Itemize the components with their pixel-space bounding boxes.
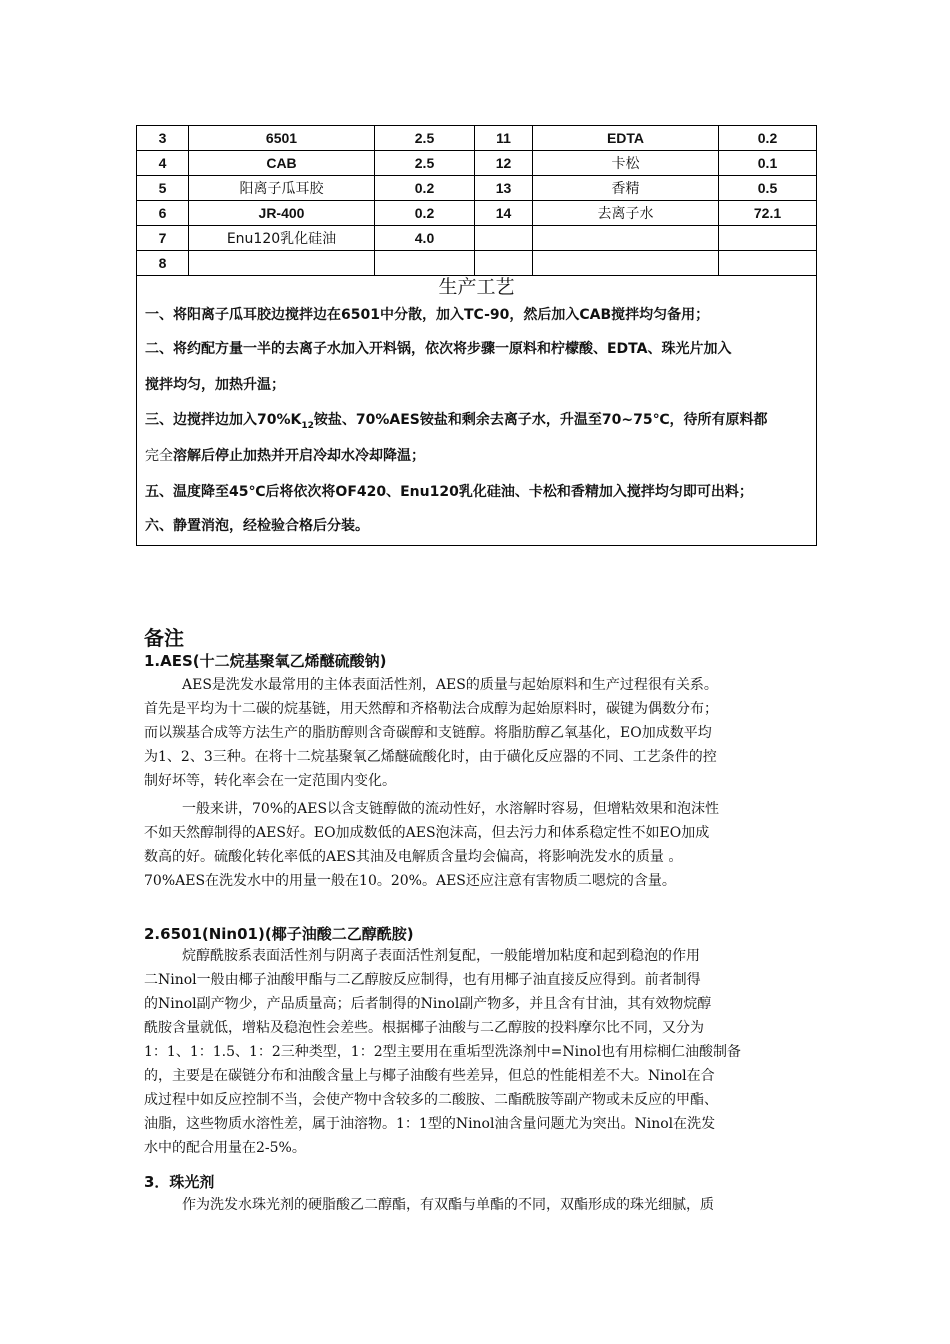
text-line: 首先是平均为十二碳的烷基链，用天然醇和齐格勒法合成醇为起始原料时，碳键为偶数分布； (144, 701, 718, 717)
cell-amount (719, 226, 817, 251)
cell-no: 5 (137, 176, 189, 201)
cell-amount: 4.0 (375, 226, 475, 251)
notes-heading: 备注 (144, 626, 184, 650)
table-row (137, 251, 817, 276)
text-line: 二Ninol一般由椰子油酸甲酯与二乙醇胺反应制得，也有用椰子油直接反应得到。前者制得 (144, 972, 701, 988)
cell-no: 7 (137, 226, 189, 251)
cell-no: 12 (475, 151, 533, 176)
process-step-3-text-c: 完全 (145, 448, 173, 464)
text-line: 水中的配合用量在2-5%。 (144, 1140, 306, 1156)
cell-ingredient: 卡松 (533, 151, 719, 176)
process-step-3-line-1 (137, 406, 768, 440)
cell-no: 8 (137, 251, 189, 276)
cell-ingredient: 阳离子瓜耳胶 (189, 176, 375, 201)
text-line: 制好坏等，转化率会在一定范围内变化。 (144, 773, 396, 789)
section-1-title: 1.AES(十二烷基聚氧乙烯醚硫酸钠) (144, 652, 387, 670)
text-line: 70%AES在洗发水中的用量一般在10。20%。AES还应注意有害物质二嗯烷的含量。 (144, 873, 676, 889)
cell-no: 4 (137, 151, 189, 176)
process-step-3-text-a: 三、边搅拌边加入70%K (145, 412, 302, 428)
cell-no: 13 (475, 176, 533, 201)
cell-no: 6 (137, 201, 189, 226)
process-step-3-text-b: 铵盐、70%AES铵盐和剩余去离子水，升温至70~75℃，待所有原料都 (313, 412, 768, 428)
table-row (137, 126, 817, 151)
text-line: 烷醇酰胺系表面活性剂与阴离子表面活性剂复配，一般能增加粘度和起到稳泡的作用 (182, 948, 700, 964)
process-step-2-line-2: 搅拌均匀，加热升温； (145, 377, 285, 393)
text-line: 的Ninol副产物少，产品质量高；后者制得的Ninol副产物多，并且含有甘油，其有效物烷醇 (144, 996, 712, 1012)
text-line: 作为洗发水珠光剂的硬脂酸乙二醇酯，有双酯与单酯的不同，双酯形成的珠光细腻，质 (182, 1197, 714, 1213)
text-line: 不如天然醇制得的AES好。EO加成数低的AES泡沫高，但去污力和体系稳定性不如EO加成 (144, 825, 710, 841)
process-title: 生产工艺 (438, 276, 515, 298)
cell-ingredient: 香精 (533, 176, 719, 201)
text-line: AES是洗发水最常用的主体表面活性剂，AES的质量与起始原料和生产过程很有关系。 (182, 677, 718, 693)
table-row (137, 151, 817, 176)
cell-ingredient: EDTA (533, 126, 719, 151)
text-line: 1：1、1：1.5、1：2三种类型，1：2型主要用在重垢型洗涤剂中=Ninol也有用棕榈仁油酸制备 (144, 1044, 741, 1060)
text-line: 而以羰基合成等方法生产的脂肪醇则含奇碳醇和支链醇。将脂肪醇乙氧基化，EO加成数平均 (144, 725, 712, 741)
cell-amount: 0.2 (375, 201, 475, 226)
cell-no: 14 (475, 201, 533, 226)
section-2-title: 2.6501(Nin01)(椰子油酸二乙醇酰胺) (144, 925, 414, 943)
section-3-paragraph-1 (144, 1193, 814, 1217)
text-line: 酰胺含量就低，增粘及稳泡性会差些。根据椰子油酸与二乙醇胺的投料摩尔比不同，又分为 (144, 1020, 704, 1036)
formula-table (136, 125, 817, 546)
text-line: 油脂，这些物质水溶性差，属于油溶物。1：1型的Ninol油含量问题尤为突出。Ninol在洗发 (144, 1116, 716, 1132)
table-row (137, 201, 817, 226)
cell-no (475, 226, 533, 251)
formula-table-body (137, 126, 817, 546)
section-1-paragraph-1 (144, 673, 814, 793)
cell-amount: 2.5 (375, 126, 475, 151)
process-step-6: 六、静置消泡，经检验合格后分装。 (145, 518, 369, 534)
cell-ingredient: CAB (189, 151, 375, 176)
section-2-paragraph-1 (144, 944, 814, 1160)
cell-ingredient: Enu120乳化硅油 (189, 226, 375, 251)
cell-ingredient (189, 251, 375, 276)
cell-amount: 72.1 (719, 201, 817, 226)
process-step-2-line-1: 二、将约配方量一半的去离子水加入开料锅，依次将步骤一原料和柠檬酸、EDTA、珠光片加入 (145, 341, 732, 357)
cell-amount: 0.1 (719, 151, 817, 176)
cell-ingredient: 去离子水 (533, 201, 719, 226)
table-row (137, 226, 817, 251)
process-step-5: 五、温度降至45℃后将依次将OF420、Enu120乳化硅油、卡松和香精加入搅拌均匀即可出料； (145, 484, 753, 500)
text-line: 为1、2、3三种。在将十二烷基聚氧乙烯醚硫酸化时，由于磺化反应器的不同、工艺条件的控 (144, 749, 717, 765)
table-row (137, 176, 817, 201)
cell-amount: 0.5 (719, 176, 817, 201)
process-step-3-line-2 (137, 442, 425, 470)
cell-amount: 0.2 (375, 176, 475, 201)
cell-no: 3 (137, 126, 189, 151)
text-line: 数高的好。硫酸化转化率低的AES其油及电解质含量均会偏高，将影响洗发水的质量 。 (144, 849, 683, 865)
process-cell (137, 276, 817, 546)
cell-amount: 2.5 (375, 151, 475, 176)
section-3-title: 3．珠光剂 (144, 1173, 215, 1191)
cell-ingredient (533, 226, 719, 251)
process-step-1: 一、将阳离子瓜耳胶边搅拌边在6501中分散，加入TC-90，然后加入CAB搅拌均匀备用； (145, 307, 710, 323)
cell-no (475, 251, 533, 276)
cell-amount (375, 251, 475, 276)
section-1-paragraph-2 (144, 797, 814, 893)
text-line: 成过程中如反应控制不当，会使产物中含较多的二酸胺、二酯酰胺等副产物或未反应的甲酯、 (144, 1092, 718, 1108)
process-row (137, 276, 817, 546)
cell-ingredient: JR-400 (189, 201, 375, 226)
text-line: 一般来讲，70%的AES以含支链醇做的流动性好，水溶解时容易，但增粘效果和泡沫性 (182, 801, 720, 817)
cell-no: 11 (475, 126, 533, 151)
cell-ingredient: 6501 (189, 126, 375, 151)
process-step-3-text-d: 溶解后停止加热并开启冷却水冷却降温； (173, 448, 425, 464)
process-step-3-subscript: 12 (301, 420, 314, 431)
cell-amount (719, 251, 817, 276)
text-line: 的，主要是在碳链分布和油酸含量上与椰子油酸有些差异，但总的性能相差不大。Ninol在合 (144, 1068, 715, 1084)
cell-amount: 0.2 (719, 126, 817, 151)
cell-ingredient (533, 251, 719, 276)
